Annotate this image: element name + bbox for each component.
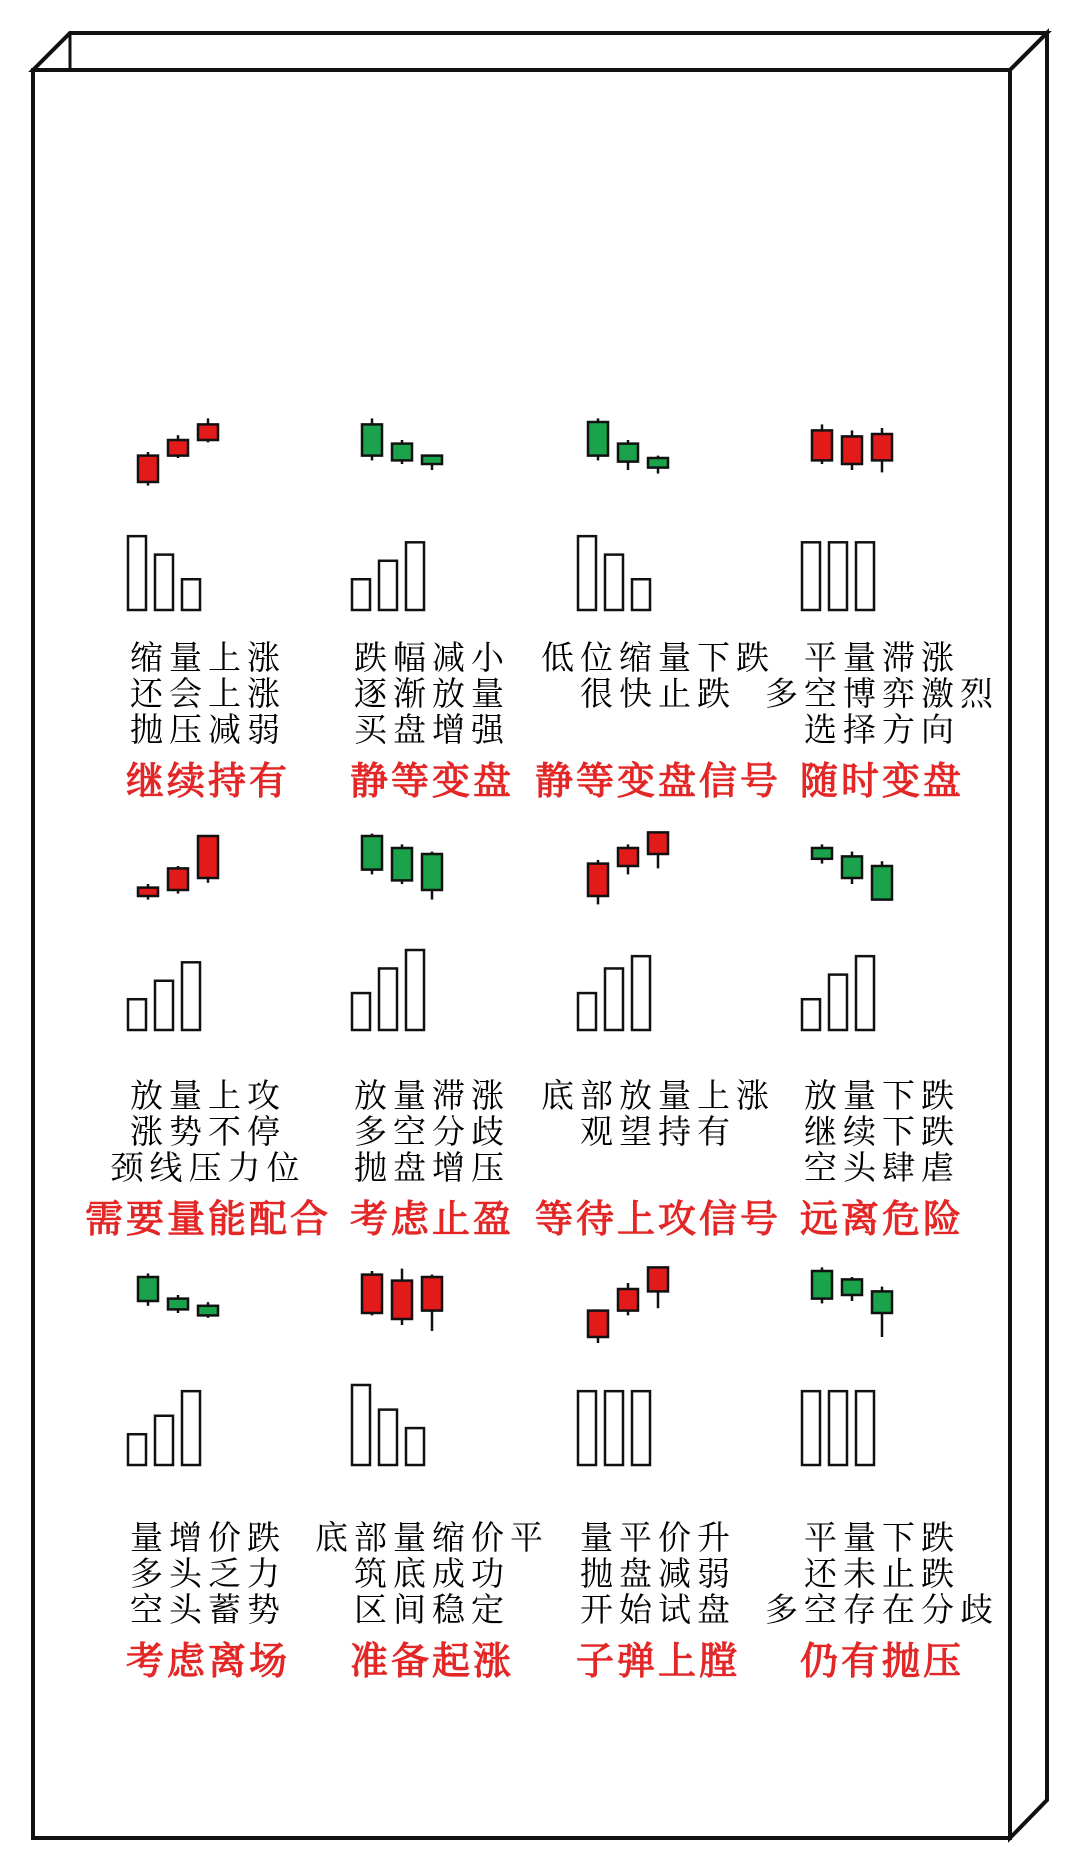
candle-body [198,424,218,440]
volume-bar [829,975,847,1030]
pattern-verdict: 等待上攻信号 [534,1197,781,1241]
candlestick-chart [782,1265,1002,1475]
candle-body [812,1271,832,1299]
candle-body [422,854,442,890]
candle-body [362,424,382,455]
candlestick-chart [782,830,1002,1040]
candle-body [872,866,892,900]
volume-bar [406,950,424,1030]
volume-bar [155,981,173,1030]
volume-bar [578,993,596,1030]
candle-body [842,436,862,464]
volume-bar [802,542,820,610]
volume-bar [605,1391,623,1465]
volume-bar [829,542,847,610]
candle-body [392,848,412,880]
volume-bar [379,968,397,1030]
candle-body [168,868,188,890]
candlestick-chart [332,1265,552,1475]
candle-body [648,1267,668,1291]
volume-bar [128,999,146,1030]
pattern-verdict: 准备起涨 [349,1639,514,1683]
volume-bar [856,956,874,1030]
pattern-description: 底部量缩价平 筑底成功 区间稳定 [315,1518,549,1629]
pattern-description: 放量上攻 涨势不停 颈线压力位 [110,1076,306,1187]
candlestick-chart [332,830,552,1040]
volume-bar [632,956,650,1030]
candle-body [422,456,442,464]
candle-body [872,434,892,460]
volume-bar [406,1428,424,1465]
candle-body [872,1291,892,1313]
candle-body [422,1277,442,1311]
volume-bar [352,579,370,610]
candle-body [198,836,218,878]
volume-bar [128,536,146,610]
pattern-verdict: 静等变盘 [349,759,514,803]
volume-bar [632,1391,650,1465]
volume-bar [155,555,173,610]
volume-bar [379,1410,397,1465]
pattern-verdict: 考虑离场 [125,1639,290,1683]
volume-bar [379,561,397,610]
volume-bar [856,1391,874,1465]
candlestick-chart [558,1265,778,1475]
volume-bar [406,542,424,610]
candlestick-chart [108,1265,328,1475]
candlestick-chart [782,410,1002,620]
candlestick-chart [558,410,778,620]
pattern-verdict: 继续持有 [125,759,290,803]
candle-body [588,422,608,456]
pattern-description: 缩量上涨 还会上涨 抛压减弱 [130,638,286,749]
pattern-verdict: 随时变盘 [799,759,964,803]
candle-body [588,864,608,896]
volume-bar [352,1385,370,1465]
candlestick-chart [332,410,552,620]
candle-body [842,856,862,878]
pattern-description: 底部放量上涨 观望持有 [541,1076,775,1151]
candle-body [618,1289,638,1311]
candle-body [138,1277,158,1301]
volume-bar [829,1391,847,1465]
candle-body [618,444,638,462]
volume-bar [605,968,623,1030]
candle-body [392,1281,412,1319]
volume-bar [182,579,200,610]
candle-body [648,458,668,468]
pattern-verdict: 考虑止盈 [349,1197,514,1241]
volume-bar [605,555,623,610]
candlestick-chart [108,410,328,620]
pattern-verdict: 静等变盘信号 [534,759,781,803]
pattern-verdict: 子弹上膛 [575,1639,740,1683]
candle-body [362,1275,382,1313]
pattern-verdict: 需要量能配合 [84,1197,331,1241]
candlestick-chart [108,830,328,1040]
pattern-description: 平量下跌 还未止跌 多空存在分歧 [765,1518,999,1629]
volume-bar [352,993,370,1030]
volume-bar [578,1391,596,1465]
volume-bar [802,1391,820,1465]
pattern-description: 低位缩量下跌 很快止跌 [541,638,775,713]
candle-body [588,1311,608,1337]
candle-body [618,848,638,866]
volume-bar [182,1391,200,1465]
volume-bar [632,579,650,610]
candle-body [812,848,832,859]
candle-body [812,430,832,460]
pattern-description: 平量滞涨 多空博弈激烈 选择方向 [765,638,999,749]
pattern-description: 量平价升 抛盘减弱 开始试盘 [580,1518,736,1629]
pattern-description: 跌幅减小 逐渐放量 买盘增强 [354,638,510,749]
volume-bar [578,536,596,610]
candle-body [842,1279,862,1295]
volume-bar [128,1434,146,1465]
candle-body [168,1299,188,1310]
pattern-verdict: 仍有抛压 [799,1639,964,1683]
pattern-description: 放量下跌 继续下跌 空头肆虐 [804,1076,960,1187]
candle-body [362,836,382,870]
pattern-description: 放量滞涨 多空分歧 抛盘增压 [354,1076,510,1187]
candle-body [138,456,158,482]
candle-body [168,440,188,456]
volume-bar [182,962,200,1030]
pattern-verdict: 远离危险 [799,1197,964,1241]
pattern-description: 量增价跌 多头乏力 空头蓄势 [130,1518,286,1629]
volume-bar [802,999,820,1030]
volume-bar [155,1416,173,1465]
candle-body [392,444,412,461]
volume-bar [856,542,874,610]
candle-body [648,832,668,854]
candle-body [198,1306,218,1316]
candlestick-chart [558,830,778,1040]
candle-body [138,888,158,896]
